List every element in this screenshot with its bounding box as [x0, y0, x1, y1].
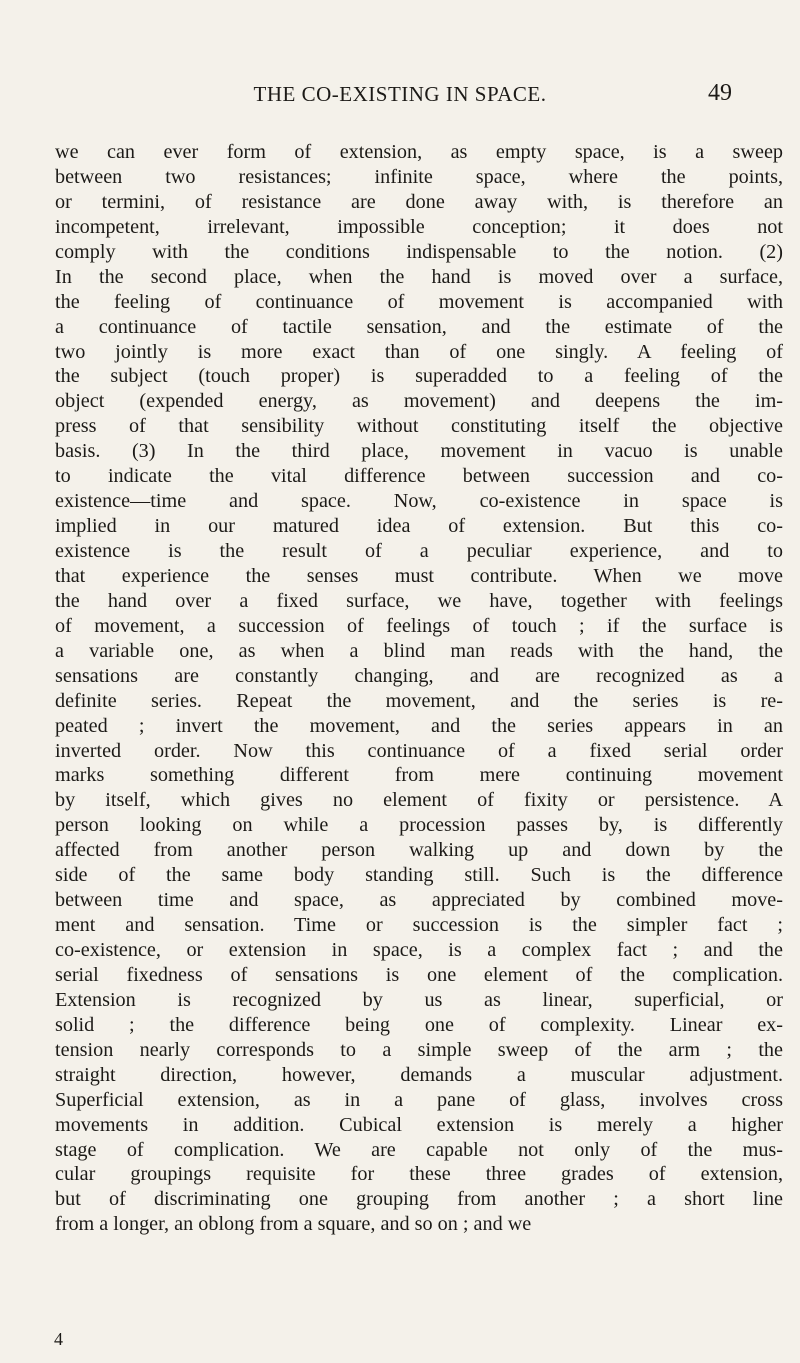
signature-mark: 4: [54, 1329, 63, 1349]
text-line: tension nearly corresponds to a simple sweep of the arm ; the: [55, 1038, 783, 1061]
page-number: 49: [708, 80, 732, 106]
text-line: the feeling of continuance of movement is accompanied with: [55, 290, 783, 313]
text-line: side of the same body standing still. Such is the difference: [55, 864, 783, 887]
text-line: solid ; the difference being one of complexity. Linear ex-: [55, 1013, 783, 1036]
text-line: serial fixedness of sensations is one element of the complication.: [55, 963, 783, 986]
text-line: or termini, of resistance are done away with, is therefore an: [55, 190, 783, 213]
text-line: from a longer, an oblong from a square, and so on ; and we: [55, 1213, 532, 1236]
text-line: stage of complication. We are capable not only of the mus-: [55, 1138, 783, 1161]
text-line: a continuance of tactile sensation, and the estimate of the: [55, 315, 783, 338]
text-line: the subject (touch proper) is superadded to a feeling of the: [55, 365, 783, 388]
text-line: person looking on while a procession passes by, is differently: [55, 814, 783, 837]
text-line: but of discriminating one grouping from another ; a short line: [55, 1188, 783, 1211]
text-line: cular groupings requisite for these three grades of extension,: [55, 1163, 783, 1186]
text-line: In the second place, when the hand is moved over a surface,: [55, 265, 783, 288]
text-line: movements in addition. Cubical extension is merely a higher: [55, 1113, 783, 1136]
text-line: to indicate the vital difference between succession and co-: [55, 465, 783, 488]
text-line: of movement, a succession of feelings of touch ; if the surface is: [55, 614, 783, 637]
text-line: inverted order. Now this continuance of a fixed serial order: [55, 739, 783, 762]
text-line: incompetent, irrelevant, impossible conception; it does not: [55, 215, 783, 238]
text-line: between time and space, as appreciated by combined move-: [55, 889, 783, 912]
text-line: Superficial extension, as in a pane of glass, involves cross: [55, 1088, 783, 1111]
text-line: press of that sensibility without constituting itself the objective: [55, 415, 783, 438]
page-header: [0, 82, 800, 112]
text-line: we can ever form of extension, as empty space, is a sweep: [55, 141, 783, 163]
text-line: two jointly is more exact than of one singly. A feeling of: [55, 340, 783, 363]
text-line: implied in our matured idea of extension. But this co-: [55, 515, 783, 538]
text-line: that experience the senses must contribute. When we move: [55, 564, 783, 587]
text-line: straight direction, however, demands a muscular adjustment.: [55, 1063, 783, 1086]
text-line: definite series. Repeat the movement, and the series is re-: [55, 689, 783, 712]
text-line: affected from another person walking up and down by the: [55, 839, 783, 862]
text-line: comply with the conditions indispensable to the notion. (2): [55, 240, 783, 263]
text-line: peated ; invert the movement, and the series appears in an: [55, 714, 783, 737]
running-head: THE CO-EXISTING IN SPACE.: [253, 82, 547, 106]
text-line: existence is the result of a peculiar experience, and to: [55, 540, 783, 562]
text-line: by itself, which gives no element of fixity or persistence. A: [55, 789, 783, 812]
text-line: sensations are constantly changing, and are recognized as a: [55, 664, 783, 687]
text-line: marks something different from mere continuing movement: [55, 764, 783, 787]
body-text: [55, 140, 783, 1237]
text-line: object (expended energy, as movement) and deepens the im-: [55, 390, 783, 413]
text-line: between two resistances; infinite space, where the points,: [55, 165, 783, 188]
text-line: existence—time and space. Now, co-existence in space is: [55, 490, 783, 513]
text-line: a variable one, as when a blind man reads with the hand, the: [55, 639, 783, 662]
text-line: Extension is recognized by us as linear, superficial, or: [55, 988, 783, 1011]
text-line: co-existence, or extension in space, is a complex fact ; and the: [55, 939, 783, 961]
text-line: basis. (3) In the third place, movement in vacuo is unable: [55, 440, 783, 463]
text-line: the hand over a fixed surface, we have, together with feelings: [55, 589, 783, 612]
text-line: ment and sensation. Time or succession is the simpler fact ;: [55, 914, 783, 937]
